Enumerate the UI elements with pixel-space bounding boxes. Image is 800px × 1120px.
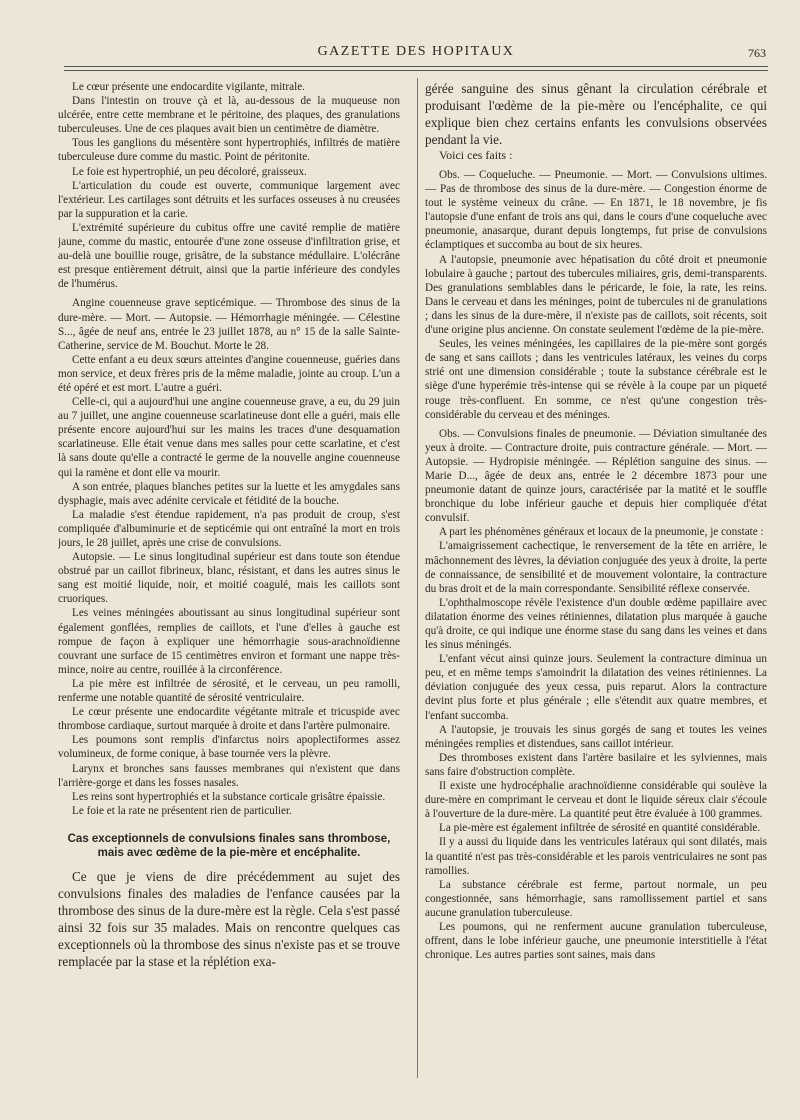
paragraph: La maladie s'est étendue rapidement, n'a pas produit de croup, s'est compliquée d'albuminurie et de septicémie qui ont entraîné la mort en trois jours, le 28 juillet, après une crise de convulsions. — [58, 508, 400, 549]
paragraph: A son entrée, plaques blanches petites sur la luette et les amygdales sans dysphagie, mais avec adénite cervicale et fétidité de la bouche. — [58, 480, 400, 507]
paragraph: Les veines méningées aboutissant au sinus longitudinal supérieur sont également gonflées, remplies de caillots, et l'une d'elles à gauche est rompue de façon à expliquer une hémorrhagie sous-arachnoïdienne couvrant une surface de 15 centimètres environ et formant une nappe très-mince, noire au centre, rouillée à la circonférence. — [58, 607, 400, 676]
left-column — [58, 80, 400, 1080]
intro-paragraph: Ce que je viens de dire précédemment au sujet des convulsions finales des maladies de l'enfance causées par la thrombose des sinus de la dure-mère est la règle. Cela s'est passé ainsi 32 fois sur 35 malades. Mais on rencontre quelques cas exceptionnels où la thrombose des sinus n'existe pas et se trouve remplacée par la stase et la réplétion exa- — [58, 868, 400, 969]
page-number: 763 — [748, 46, 766, 60]
observation-paragraph: Obs. — Convulsions finales de pneumonie. — Déviation simultanée des yeux à droite. — Contracture droite, puis contracture générale. — Mort. — Autopsie. — Hydropisie méningée. — Réplétion sanguine des sinus. — Marie D..., âgée de deux ans, entrée le 2 décembre 1873 pour une pneumonie datant de quinze jours, caractérisée par la matité et le souffle bronchique du lobe inférieur gauche et depuis hier compliquée d'état convulsif. — [425, 427, 767, 525]
column-divider — [417, 78, 418, 1078]
paragraph: La pie-mère est également infiltrée de sérosité en quantité considérable. — [439, 822, 761, 835]
paragraph: L'articulation du coude est ouverte, communique largement avec l'extérieur. Les cartilages sont détruits et les surfaces osseuses à nu creusées par la suppuration et la carie. — [58, 179, 400, 220]
paragraph: Voici ces faits : — [439, 148, 513, 162]
paragraph: La substance cérébrale est ferme, partout normale, un peu congestionnée, sans hémorrhagie, sans ramollissement partiel et sans aucune granulation tuberculeuse. — [425, 878, 767, 919]
paragraph: La pie mère est infiltrée de sérosité, et le cerveau, un peu ramolli, renferme une notable quantité de sérosité ventriculaire. — [58, 677, 400, 705]
case-title-paragraph: Angine couenneuse grave septicémique. — Thrombose des sinus de la dure-mère. — Mort. — Autopsie. — Hémorrhagie méningée. — Célestine S..., âgée de neuf ans, entrée le 23 juillet 1878, au n° 15 de la salle Sainte-Catherine, service de M. Bouchut. Morte le 28. — [58, 297, 400, 352]
header-rule-top — [64, 66, 768, 67]
observation-paragraph: Obs. — Coqueluche. — Pneumonie. — Mort. — Convulsions ultimes. — Pas de thrombose des sinus de la dure-mère. — Congestion énorme de tout le système veineux du crâne. — En 1871, le 18 novembre, je fis l'autopsie d'une enfant de trois ans qui, dans le cours d'une coqueluche avec pneumonie, anasarque, durant depuis longtemps, fut prise de convulsions éclamptiques et succomba au bout de six heures. — [425, 169, 767, 252]
paragraph: L'amaigrissement cachectique, le renversement de la tête en arrière, le mâchonnement des lèvres, la déviation conjuguée des yeux à droite, la perte de connaissance, de sensibilité et de mouvement volontaire, la contracture du bras droit et de la main correspondante. Sensibilité réflexe conservée. — [425, 540, 767, 595]
paragraph: Le foie est hypertrophié, un peu décoloré, graisseux. — [72, 165, 307, 178]
section-heading: Cas exceptionnels de convulsions finales sans thrombose, mais avec œdème de la pie-mère et encéphalite. — [67, 832, 391, 859]
paragraph: L'extrémité supérieure du cubitus offre une cavité remplie de matière jaune, comme du mastic, entourée d'une zone osseuse d'infiltration grise, et au-delà une bouillie rouge, grisâtre, de la substance médullaire. L'olécrâne est presque entièrement détruit, ainsi que la partie inférieure des condyles de l'humérus. — [58, 221, 400, 291]
paragraph: Celle-ci, qui a aujourd'hui une angine couenneuse grave, a eu, du 29 juin au 7 juillet, une angine couenneuse scarlatineuse dont elle a guéri, mais elle présente encore aujourd'hui sur les mains les traces d'une desquamation scarlatineuse. Elle était venue dans mes salles pour cette scarlatine, et c'est là sans doute qu'elle a contracté le germe de la nouvelle angine couenneuse qui la ramène et dont elle va mourir. — [58, 396, 400, 479]
header-rule-bottom — [64, 70, 768, 71]
paragraph: Tous les ganglions du mésentère sont hypertrophiés, infiltrés de matière tuberculeuse dure comme du mastic. Point de péritonite. — [58, 137, 400, 164]
paragraph: Les poumons, qui ne renferment aucune granulation tuberculeuse, offrent, dans le lobe inférieur gauche, une pneumonie interstitielle à l'état chronique. Les autres parties sont saines, mais dans — [425, 920, 767, 962]
paragraph: Cette enfant a eu deux sœurs atteintes d'angine couenneuse, guéries dans mon service, et deux frères pris de la même maladie, jointe au croup. L'un a été opéré et est mort. L'autre a guéri. — [58, 353, 400, 394]
paragraph: Des thromboses existent dans l'artère basilaire et les sylviennes, mais sans faire d'obstruction complète. — [425, 751, 767, 778]
right-column — [425, 80, 767, 1080]
paragraph: Dans l'intestin on trouve çà et là, au-dessous de la muqueuse non ulcérée, entre cette membrane et le péritoine, des plaques, des granulations tuberculeuses. Une de ces plaques avait bien un centimètre de diamètre. — [58, 95, 400, 136]
paragraph: A l'autopsie, pneumonie avec hépatisation du côté droit et pneumonie lobulaire à gauche ; partout des tubercules miliaires, gris, demi-transparents. Des granulations semblables dans le péricarde, le foie, la rate, les reins. Dans le cerveau et dans les méninges, point de tubercules ni de granulations ; dans les sinus de la dure-mère, il n'existe pas de caillots, soit récents, soit d'une origine plus ancienne. On constate seulement l'œdème de la pie-mère. — [425, 253, 767, 337]
journal-title: GAZETTE DES HOPITAUX — [317, 44, 515, 59]
continued-paragraph: gérée sanguine des sinus gênant la circulation cérébrale et produisant l'œdème de la pie-mère ou l'encéphalite, ce qui explique bien chez certains enfants les convulsions observées pendant la vie. — [425, 81, 767, 147]
paragraph: Les reins sont hypertrophiés et la substance corticale grisâtre épaissie. — [72, 790, 386, 803]
paragraph: Le cœur présente une endocardite végétante mitrale et tricuspide avec thrombose cardiaque, surtout marquée à droite et dans l'artère pulmonaire. — [58, 706, 400, 733]
paragraph: L'enfant vécut ainsi quinze jours. Seulement la contracture diminua un peu, et en même temps s'amoindrit la dilatation des veines rétiniennes. La déviation conjuguée des yeux cessa, puis reparut. Alors la contracture devint plus forte et plus générale ; elle s'étendit aux quatre membres, et l'enfant succomba. — [425, 653, 767, 722]
paragraph: A l'autopsie, je trouvais les sinus gorgés de sang et toutes les veines méningées remplies et distendues, sans caillot intérieur. — [425, 723, 767, 750]
paragraph: Il existe une hydrocéphalie arachnoïdienne considérable qui soulève la dure-mère en comprimant le cerveau et dont le liquide séreux clair s'écoule à l'ouverture de la dure-mère. La quantité peut être évaluée à 100 grammes. — [425, 780, 767, 821]
paragraph: Il y a aussi du liquide dans les ventricules latéraux qui sont dilatés, mais la quantité n'est pas très-considérable et les parois ventriculaires ne sont pas ramollies. — [425, 836, 767, 877]
paragraph: Les poumons sont remplis d'infarctus noirs apoplectiformes assez volumineux, de forme conique, à base tournée vers la plèvre. — [58, 734, 400, 761]
paragraph: Seules, les veines méningées, les capillaires de la pie-mère sont gorgés de sang et sans caillots ; dans les ventricules latéraux, les veines du corps strié ont une dimension considérable ; toute la substance cérébrale est le siège d'une hyperémie très-intense qui se révèle à la coupe par un piqueté rouge très-confluent. En somme, ce n'est qu'une congestion très-considérable du cerveau et des méninges. — [425, 338, 767, 421]
paragraph: Le cœur présente une endocardite vigilante, mitrale. — [72, 81, 305, 93]
paragraph: Autopsie. — Le sinus longitudinal supérieur est dans toute son étendue obstrué par un caillot fibrineux, blanc, résistant, et dans les autres sinus le sang est moitié liquide, noir, et moitié coagulé, mais les caillots sont cruoriques. — [58, 551, 400, 606]
paragraph: Le foie et la rate ne présentent rien de particulier. — [72, 804, 292, 817]
paragraph: Larynx et bronches sans fausses membranes qui n'existent que dans l'arrière-gorge et dans les fosses nasales. — [58, 762, 400, 789]
page-header — [60, 44, 772, 66]
paragraph: A part les phénomènes généraux et locaux de la pneumonie, je constate : — [439, 526, 764, 539]
paragraph: L'ophthalmoscope révèle l'existence d'un double œdème papillaire avec dilatation énorme des veines rétiniennes, dilatation plus marquée à gauche qu'à droite, ce qui indique une énorme stase du sang dans les veines et dans les sinus méningés. — [425, 596, 767, 652]
